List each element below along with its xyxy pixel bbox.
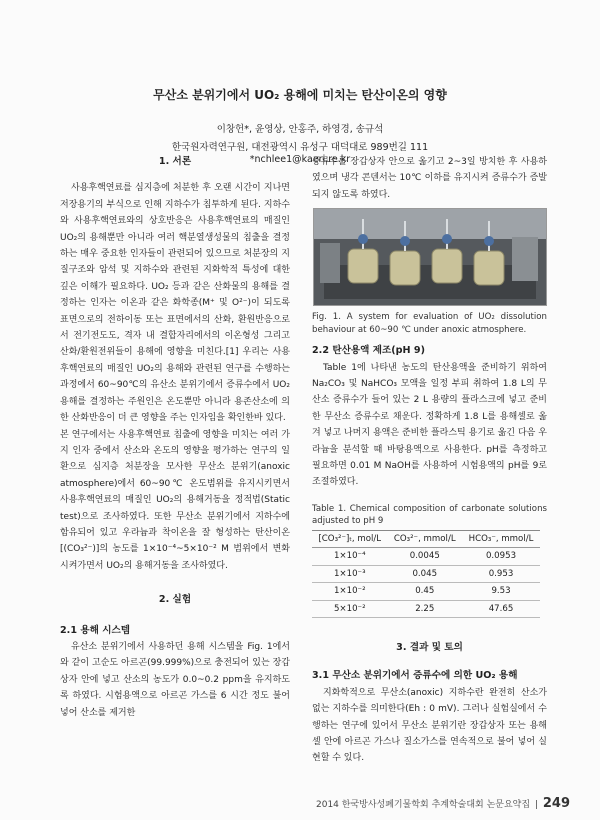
right-column [312,154,547,767]
section-2-1-text: 유산소 분위기에서 사용하던 용해 시스템을 Fig. 1에서와 같이 고순도 아르곤(99.999%)으로 충전되어 있는 장갑상자 안에 넣고 산소의 농도가 0.0~0.2 ppm을 유지하도록 하였다. 시험용액으로 아르곤 가스를 6 시간 정도 불어 넣어 산소를 제거한 [60,641,290,718]
table-cell: 0.0045 [388,548,463,565]
table-cell: 1×10⁻⁴ [312,548,388,565]
table-cell: 0.953 [462,565,540,582]
footer-separator: | [534,800,538,810]
table-row [312,565,540,582]
section-2-2-heading: 2.2 탄산용액 제조(pH 9) [312,345,425,357]
section-1-heading: 1. 서론 [158,156,192,167]
table-row [312,583,540,600]
table-header-row [312,530,540,547]
table-header-cell: HCO₃⁻, mmol/L [462,530,540,547]
apparatus-photo [313,208,547,306]
table-row [312,600,540,617]
composition-table [312,530,540,618]
table-cell: 2.25 [388,600,463,617]
table-cell: 0.45 [388,583,463,600]
paper-title: 무산소 분위기에서 UO₂ 용해에 미치는 탄산이온의 영향 [153,88,447,102]
author-list: 이창헌*, 윤영상, 안홍주, 하영경, 송규석 [216,124,384,135]
table-1-caption: Table 1. Chemical composition of carbonate solutions adjusted to pH 9 [312,503,547,527]
section-3-1-text: 지화학적으로 무산소(anoxic) 지하수란 완전히 산소가 없는 지하수를 의미한다(Eh : 0 mV). 그러나 실험실에서 수행하는 연구에 있어서 무산소 분위기란 장갑상자 또는 용해셀 안에 아르곤 가스나 질소가스를 연속적으로 불어 넣어 실현할 수 있다. [312,687,547,764]
table-cell: 5×10⁻² [312,600,388,617]
table-cell: 1×10⁻³ [312,565,388,582]
section-3-heading: 3. 결과 및 토의 [396,641,463,653]
proceedings-name: 2014 한국방사성폐기물학회 추계학술대회 논문요약집 [316,800,531,810]
table-cell: 1×10⁻² [312,583,388,600]
table-header-cell: [CO₃²⁻]ₜ, mol/L [312,530,388,547]
intro-paragraph-1: 사용후핵연료를 심지층에 처분한 후 오랜 시간이 지나면 저장용기의 부식으로 인해 지하수가 침투하게 된다. 지하수와 사용후핵연료와의 상호반응은 사용후핵연료의 매질인 UO₂의 용해뿐만 아니라 여러 핵분열생성물의 침출을 결정하는 매우 중요한 인자들이 관련되어 있으므로 처분장의 지질구조와 암석 및 지하수와 관련된 지화학적 특성에 대한 깊은 이해가 필요하다. UO₂ 등과 같은 산화물의 용해를 결정하는 인자는 이온과 같은 화학종(M⁺ 및 O²⁻)이 되도록 표면으로의 전하이동 또는 표면에서의 산화, 환원반응으로서 전기전도도, 격자 내 결합자리에서의 이온형성 그리고 산화/환원전위들이 용해에 영향을 미친다.[1] 우리는 사용후핵연료의 매질인 UO₂의 용해와 관련된 연구를 수행하는 과정에서 60~90℃의 유산소 분위기에서 증류수에서 UO₂ 용해를 결정하는 주원인은 온도뿐만 아니라 용존산소에 의한 산화반응이 더 큰 영향을 주는 인자임을 확인한바 있다. [60,183,290,424]
section-2-2-text: Table 1에 나타낸 농도의 탄산용액을 준비하기 위하여 Na₂CO₃ 및 NaHCO₃ 모액을 일정 부피 취하여 1.8 L의 무산소 증류수가 들어 있는 2 L 용량의 플라스크에 넣고 준비한 무산소 증류수로 채운다. 정확하게 1.8 L를 용해셀로 옮겨 넣고 나머지 용액은 준비한 플라스틱 용기로 옮긴 다음 우라늄을 분석할 때 바탕용액으로 사용한다. pH를 측정하고 필요하면 0.01 M NaOH를 사용하여 시험용액의 pH를 9로 조절하였다. [312,362,547,488]
page-number: 249 [542,796,570,811]
table-header-cell: CO₃²⁻, mmol/L [388,530,463,547]
section-2-1-heading: 2.1 용해 시스템 [60,624,131,636]
table-row [312,548,540,565]
page-footer [290,796,570,811]
table-cell: 9.53 [462,583,540,600]
figure-1-caption: Fig. 1. A system for evaluation of UO₂ dissolution behaviour at 60~90 ℃ under anoxic atmosphere. [312,312,547,335]
section-2-heading: 2. 실험 [158,594,192,606]
left-column [60,150,290,721]
contact-email: *nchlee1@kaeri.re.kr [249,154,351,165]
table-cell: 47.65 [462,600,540,617]
continued-text: 증류수를 장갑상자 안으로 옮기고 2~3일 방치한 후 사용하였으며 냉각 콘덴서는 10℃ 이하를 유지시켜 증류수가 증발되지 않도록 하였다. [312,157,547,200]
table-cell: 0.0953 [462,548,540,565]
section-3-1-heading: 3.1 무산소 분위기에서 증류수에 의한 UO₂ 용해 [312,670,518,682]
affiliation: 한국원자력연구원, 대전광역시 유성구 대덕대로 989번길 111 [171,142,429,153]
intro-paragraph-2: 본 연구에서는 사용후핵연료 침출에 영향을 미치는 여러 가지 인자 중에서 산소와 온도의 영향을 평가하는 연구의 일환으로 심지층 처분장을 모사한 무산소 분위기(anoxic atmosphere)에서 60~90℃ 온도범위를 유지시키면서 사용후핵연료의 매질인 UO₂의 용해거동을 정적법(Static test)으로 조사하였다. 또한 무산소 분위기에서 지하수에 함유되어 있고 우라늄과 착이온을 잘 형성하는 탄산이온[(CO₃²⁻)]의 농도를 1×10⁻⁴~5×10⁻² M 범위에서 변화시켜가면서 UO₂의 용해거동을 조사하였다. [60,429,290,571]
table-cell: 0.045 [388,565,463,582]
